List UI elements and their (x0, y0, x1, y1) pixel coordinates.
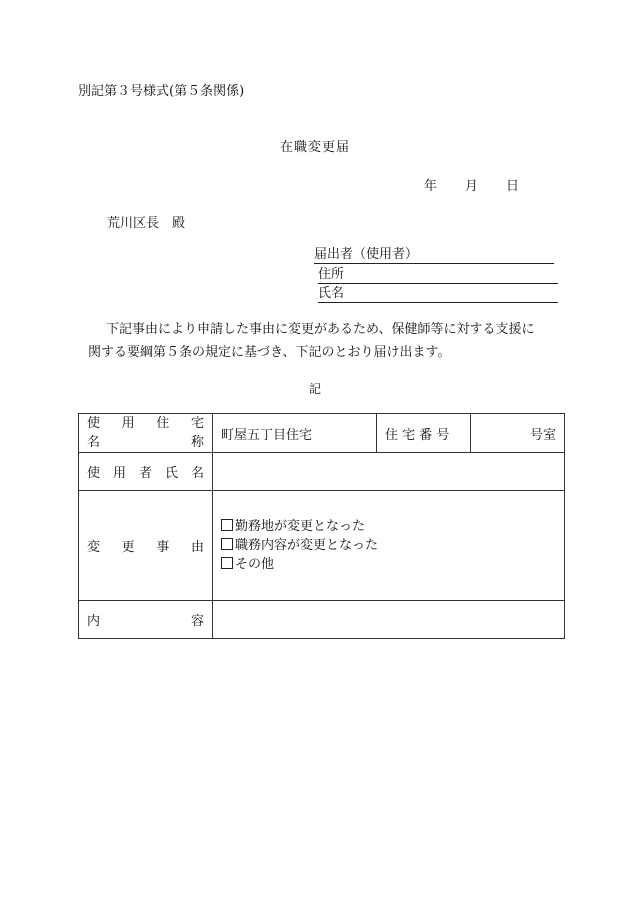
reason-option[interactable] (221, 536, 556, 555)
housing-label-line-2: 名 称 (87, 435, 204, 450)
filer-applicant-field[interactable] (314, 245, 554, 264)
user-name-label-text: 使 用 者 氏 名 (87, 466, 204, 481)
content-label-text: 内 容 (87, 614, 204, 629)
reason-label-text: 変 更 事 由 (87, 540, 204, 555)
date-day-label: 日 (506, 179, 520, 194)
filer-address-label: 住所 (318, 267, 345, 282)
table-row (79, 453, 565, 491)
reason-label (79, 491, 213, 601)
content-value[interactable] (213, 601, 565, 639)
date-line (424, 175, 519, 194)
table-row (79, 601, 565, 639)
reason-option-label: 勤務地が変更となった (235, 519, 366, 534)
checkbox-icon[interactable] (221, 519, 233, 531)
content-label (79, 601, 213, 639)
table-row (79, 414, 565, 453)
checkbox-icon[interactable] (221, 538, 233, 550)
reason-options (213, 491, 565, 601)
body-line-1: 下記事由により申請した事由に変更があるため、保健師等に対する支援に (106, 322, 535, 337)
filer-applicant-label: 届出者（使用者） (314, 247, 419, 262)
housing-label-line-1: 使 用 住 宅 (87, 416, 204, 431)
document-title: 在職変更届 (279, 140, 350, 155)
checkbox-icon[interactable] (221, 557, 233, 569)
body-line-2: 関する要綱第５条の規定に基づき、下記のとおり届け出ます。 (88, 345, 451, 360)
room-number-label: 住 宅 番 号 (377, 414, 471, 453)
reason-option-label: その他 (235, 557, 275, 572)
table-row (79, 491, 565, 601)
date-month-label: 月 (465, 179, 479, 194)
addressee: 荒川区長 殿 (107, 216, 186, 231)
form-number: 別記第３号様式(第５条関係) (78, 84, 245, 99)
filer-address-field[interactable] (318, 265, 558, 284)
reason-option-label: 職務内容が変更となった (235, 538, 379, 553)
note-mark: 記 (308, 382, 321, 396)
date-year-label: 年 (424, 179, 438, 194)
filer-name-field[interactable] (318, 284, 558, 303)
room-number-value[interactable]: 号室 (471, 414, 565, 453)
user-name-value[interactable] (213, 453, 565, 491)
filer-name-label: 氏名 (318, 286, 345, 301)
user-name-label (79, 453, 213, 491)
housing-label (79, 414, 213, 453)
detail-table (78, 413, 565, 639)
reason-option[interactable] (221, 555, 556, 574)
body-text (88, 318, 568, 364)
reason-option[interactable] (221, 517, 556, 536)
housing-name-value[interactable]: 町屋五丁目住宅 (213, 414, 377, 453)
